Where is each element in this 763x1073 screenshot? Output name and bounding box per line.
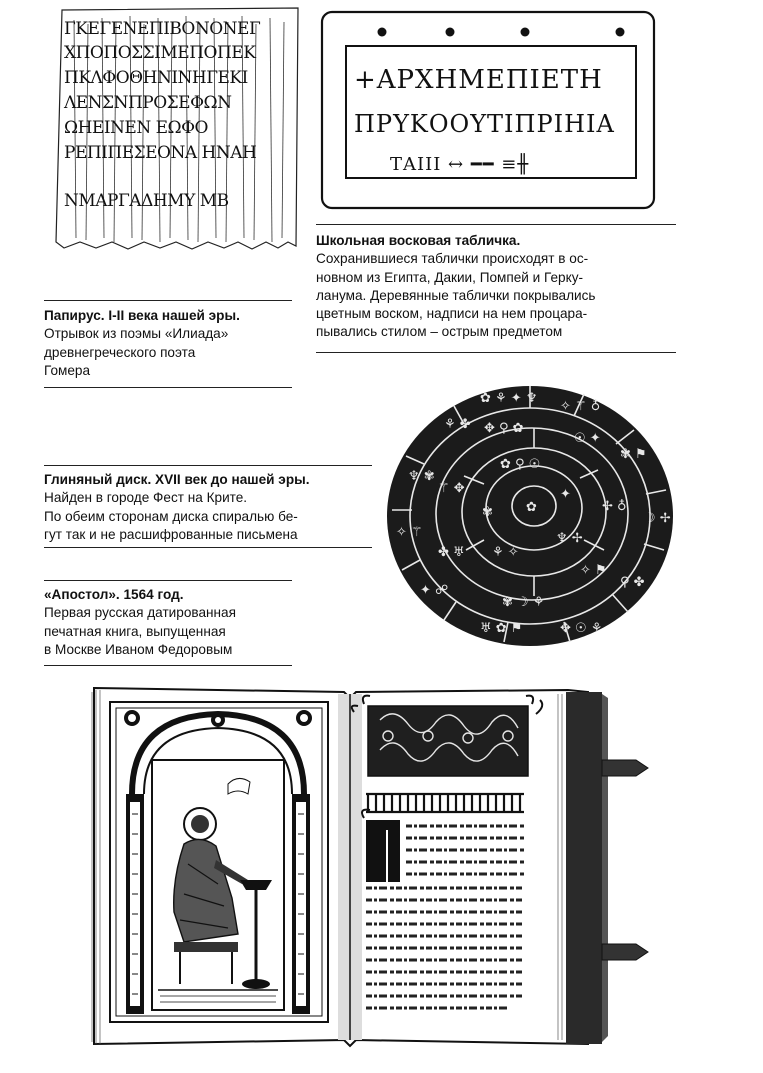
papyrus-line-2: древнегреческого поэта: [44, 344, 196, 360]
svg-text:✦: ✦: [560, 487, 571, 502]
clay-disc-caption: [44, 471, 384, 544]
svg-text:✾ ⚑: ✾ ⚑: [620, 447, 647, 462]
svg-text:ΠΡΥΚΟΟΥΤΙΠΡΙΗΙΑ: ΠΡΥΚΟΟΥΤΙΠΡΙΗΙΑ: [354, 110, 615, 138]
svg-text:ΤΑΙΙΙ ↔ ━━ ≡╫: ΤΑΙΙΙ ↔ ━━ ≡╫: [390, 154, 530, 175]
svg-text:✥ ⚲ ✿: ✥ ⚲ ✿: [484, 421, 524, 436]
svg-text:ΠΚΛΦΟΘΗΝΙΝΗΓΕΚΙ: ΠΚΛΦΟΘΗΝΙΝΗΓΕΚΙ: [64, 68, 248, 88]
svg-text:♆ ✾: ♆ ✾: [408, 469, 435, 484]
svg-text:✾: ✾: [482, 505, 493, 520]
wax-tablet-bottom-rule: [316, 352, 676, 353]
wax-tablet-title: Школьная восковая табличка.: [316, 233, 521, 248]
wax-tablet-caption: [316, 232, 696, 342]
svg-text:✧ ⚑: ✧ ⚑: [580, 563, 607, 578]
svg-text:✦ ☍: ✦ ☍: [420, 583, 449, 598]
svg-text:⚘ ✤: ⚘ ✤: [444, 417, 471, 432]
svg-text:ΩΗΕΙΝΕΝ ΕΩΦΟ: ΩΗΕΙΝΕΝ ΕΩΦΟ: [64, 118, 208, 138]
clay-disc-line-1: Найден в городе Фест на Крите.: [44, 490, 248, 506]
apostol-bottom-rule: [44, 665, 292, 666]
wax-tablet-line-5: пывались стилом – острым предметом: [316, 324, 563, 340]
svg-text:⚘ ✧: ⚘ ✧: [492, 545, 519, 560]
papyrus-title: Папирус. I-II века нашей эры.: [44, 308, 240, 323]
papyrus-line-3: Гомера: [44, 362, 91, 378]
svg-text:☽ ✢: ☽ ✢: [644, 511, 671, 526]
svg-text:⚲ ✤: ⚲ ✤: [620, 575, 645, 590]
apostol-line-3: в Москве Иваном Федоровым: [44, 641, 233, 657]
clay-disc-line-2: По обеим сторонам диска спиралью бе-: [44, 508, 298, 524]
svg-text:✿: ✿: [526, 500, 537, 515]
svg-text:♆ ✢: ♆ ✢: [556, 531, 583, 546]
wax-tablet-illustration: [320, 10, 656, 210]
svg-text:ΧΠΟΠΟΣΣΙΜΕΠΟΠΕΚ: ΧΠΟΠΟΣΣΙΜΕΠΟΠΕΚ: [64, 43, 256, 63]
wax-tablet-line-1: Сохранившиеся таблички происходят в ос-: [316, 251, 589, 267]
apostol-line-2: печатная книга, выпущенная: [44, 623, 226, 639]
svg-text:ΝΜΑΡΓΑΔΗΜΥ ΜΒ: ΝΜΑΡΓΑΔΗΜΥ ΜΒ: [64, 191, 229, 211]
papyrus-bottom-rule: [44, 387, 292, 388]
wax-tablet-line-2: новном из Египта, Дакии, Помпей и Герку-: [316, 269, 584, 285]
svg-text:✿ ⚘ ✦ ♆: ✿ ⚘ ✦ ♆: [480, 391, 538, 406]
svg-text:✤ ♅: ✤ ♅: [438, 545, 465, 560]
svg-text:♅ ✿ ⚑: ♅ ✿ ⚑: [480, 621, 523, 636]
wax-tablet-line-4: цветным воском, надписи на нем процара-: [316, 306, 588, 322]
svg-text:✧ ⚚: ✧ ⚚: [396, 525, 423, 540]
clay-disc-title: Глиняный диск. XVII век до нашей эры.: [44, 472, 310, 487]
papyrus-line-1: Отрывок из поэмы «Илиада»: [44, 326, 229, 342]
clay-disc-illustration: [384, 380, 684, 650]
svg-text:+ΑΡΧΗΜΕΠΙΕΤΗ: +ΑΡΧΗΜΕΠΙΕΤΗ: [354, 65, 603, 95]
svg-text:⚚ ✥: ⚚ ✥: [438, 481, 465, 496]
apostol-title: «Апостол». 1564 год.: [44, 587, 184, 602]
svg-text:✥ ☉ ⚘: ✥ ☉ ⚘: [560, 621, 603, 636]
svg-text:✧ ⚚ ♁: ✧ ⚚ ♁: [560, 399, 601, 414]
svg-text:✿ ⚲ ☉: ✿ ⚲ ☉: [500, 457, 541, 472]
papyrus-caption: [44, 307, 304, 380]
papyrus-illustration: [52, 6, 302, 252]
apostol-top-rule: [44, 580, 292, 581]
apostol-caption: [44, 586, 304, 659]
svg-text:ΓΚΕΓΕΝΕΠΙΒΟΝΟΝΕΓ: ΓΚΕΓΕΝΕΠΙΒΟΝΟΝΕΓ: [64, 19, 261, 39]
clay-disc-top-rule: [44, 465, 372, 466]
clay-disc-line-3: гут так и не расшифрованные письмена: [44, 526, 298, 542]
apostol-book-illustration: [88, 684, 668, 1049]
svg-text:ΛΕΝΣΝΠΡΟΣΕΦΩΝ: ΛΕΝΣΝΠΡΟΣΕΦΩΝ: [64, 93, 232, 113]
wax-tablet-line-3: ланума. Деревянные таблички покрывались: [316, 287, 596, 303]
papyrus-top-rule: [44, 300, 292, 301]
clay-disc-bottom-rule: [44, 547, 372, 548]
svg-text:✢ ♁: ✢ ♁: [602, 499, 627, 514]
apostol-line-1: Первая русская датированная: [44, 605, 236, 621]
svg-text:ΡΕΠΙΠΕΣΕΟΝΑ ΗΝΑΗ: ΡΕΠΙΠΕΣΕΟΝΑ ΗΝΑΗ: [64, 143, 257, 163]
svg-text:✾ ☽ ⚘: ✾ ☽ ⚘: [502, 595, 545, 610]
svg-text:☉ ✦: ☉ ✦: [574, 431, 601, 446]
wax-tablet-top-rule: [316, 224, 676, 225]
